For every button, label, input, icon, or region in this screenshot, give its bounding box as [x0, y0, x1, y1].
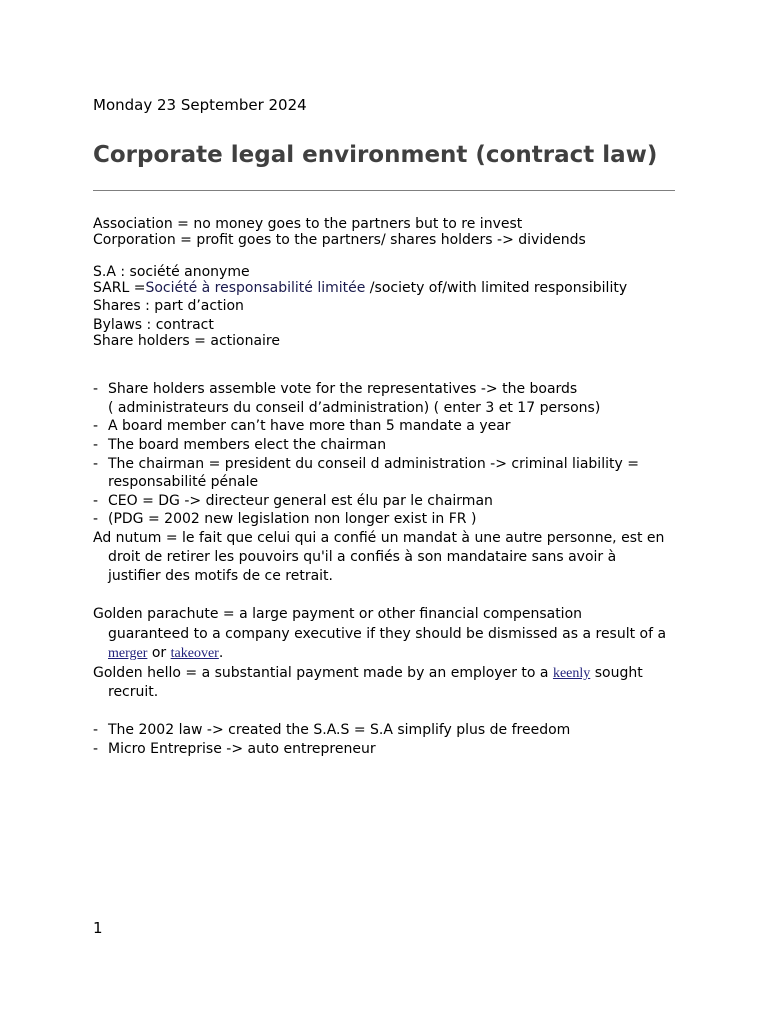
paragraph-line — [108, 644, 223, 663]
title-divider — [93, 190, 675, 191]
merger-link[interactable]: merger — [108, 646, 148, 661]
bullet-dash: - — [93, 511, 99, 527]
list-item-line: The 2002 law -> created the S.A.S = S.A simplify plus de freedom — [108, 722, 571, 738]
sarl-prefix: SARL = — [93, 280, 146, 296]
link-separator: or — [147, 645, 171, 661]
bullet-dash: - — [93, 437, 99, 453]
list-item-line: (PDG = 2002 new legislation non longer exist in FR ) — [108, 511, 477, 527]
share-holders-term: Share holders = actionaire — [93, 333, 280, 349]
paragraph-line: guaranteed to a company executive if they should be dismissed as a result of a — [108, 626, 667, 642]
bullet-dash: - — [93, 493, 99, 509]
list-item-line: Micro Entreprise -> auto entrepreneur — [108, 741, 376, 757]
bullet-dash: - — [93, 456, 99, 472]
keenly-link[interactable]: keenly — [552, 666, 591, 681]
corporation-definition: Corporation = profit goes to the partners/ shares holders -> dividends — [93, 232, 586, 248]
golden-hello-suffix: sought — [590, 665, 643, 681]
paragraph-line: Ad nutum = le fait que celui qui a confié un mandat à une autre personne, est en — [93, 530, 665, 546]
takeover-link[interactable]: takeover — [170, 646, 219, 661]
sarl-suffix: /society of/with limited responsibility — [365, 280, 628, 296]
paragraph-line: recruit. — [108, 684, 159, 700]
paragraph-line: droit de retirer les pouvoirs qu'il a confiés à son mandataire sans avoir à — [108, 549, 617, 565]
document-title: Corporate legal environment (contract law) — [93, 142, 658, 168]
bullet-dash: - — [93, 722, 99, 738]
paragraph-line — [93, 664, 643, 683]
document-date: Monday 23 September 2024 — [93, 96, 307, 114]
sentence-end: . — [218, 645, 224, 661]
list-item-line: CEO = DG -> directeur general est élu par le chairman — [108, 493, 493, 509]
bullet-dash: - — [93, 418, 99, 434]
golden-hello-prefix: Golden hello = a substantial payment made by an employer to a — [93, 665, 553, 681]
list-item-line: The chairman = president du conseil d administration -> criminal liability = — [108, 456, 639, 472]
shares-term: Shares : part d’action — [93, 298, 244, 314]
list-item-line: ( administrateurs du conseil d’administration) ( enter 3 et 17 persons) — [108, 400, 601, 416]
paragraph-line: Golden parachute = a large payment or other financial compensation — [93, 606, 583, 622]
bylaws-term: Bylaws : contract — [93, 317, 214, 333]
sa-term: S.A : société anonyme — [93, 264, 250, 280]
list-item-line: Share holders assemble vote for the representatives -> the boards — [108, 381, 578, 397]
list-item-line: responsabilité pénale — [108, 474, 259, 490]
association-definition: Association = no money goes to the partners but to re invest — [93, 216, 523, 232]
sarl-link[interactable]: Société à responsabilité limitée — [145, 280, 366, 296]
list-item-line: The board members elect the chairman — [108, 437, 387, 453]
sarl-term — [93, 279, 627, 297]
list-item-line: A board member can’t have more than 5 mandate a year — [108, 418, 511, 434]
bullet-dash: - — [93, 381, 99, 397]
paragraph-line: justifier des motifs de ce retrait. — [108, 568, 333, 584]
page-number: 1 — [93, 919, 103, 937]
bullet-dash: - — [93, 741, 99, 757]
